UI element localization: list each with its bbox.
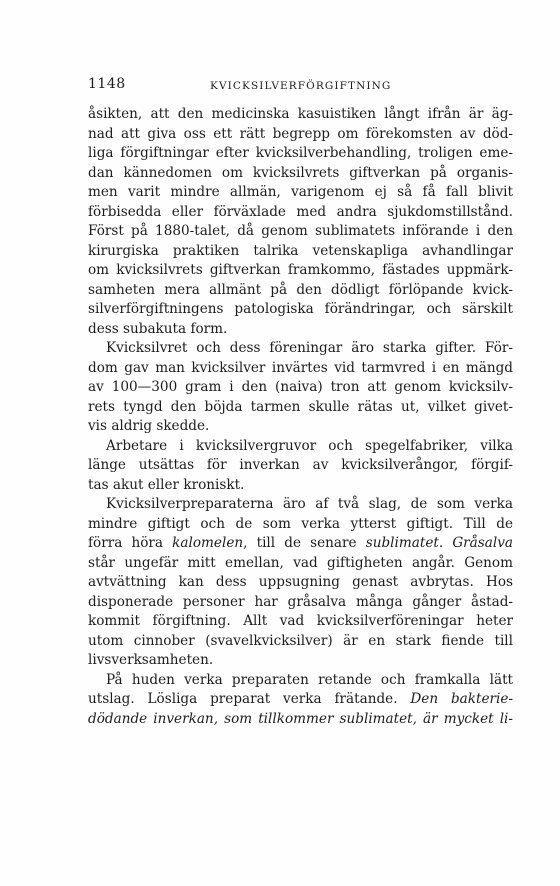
text-line: Arbetare i kvicksilvergruvor och spegelfabriker, vilka	[106, 437, 513, 454]
text-line: tas akut eller kroniskt.	[88, 476, 245, 493]
text-line: dom gav man kvicksilver invärtes vid tarmvred i en mängd	[88, 359, 513, 376]
text-line: På huden verka preparaten retande och framkalla lätt	[106, 671, 513, 688]
text-line: dödande inverkan, som tillkommer sublimatet, är mycket li-	[88, 710, 513, 727]
italic-term: Gråsalva	[452, 535, 513, 551]
text-line	[88, 534, 513, 554]
body-text	[88, 105, 513, 729]
text-line: Först på 1880-talet, då genom sublimatets införande i den	[88, 223, 513, 239]
text-line: dess subakuta form.	[88, 320, 228, 337]
text-line: disponerade personer har gråsalva många gånger åstad-	[88, 593, 513, 610]
text-line: silverförgiftningens patologiska förändringar, och särskilt	[88, 301, 513, 317]
page-number: 1148	[88, 76, 126, 92]
italic-term: sublimatet	[365, 535, 439, 551]
italic-phrase: Den bakterie-	[410, 691, 513, 707]
text-line: kirurgiska praktiken talrika vetenskapliga avhandlingar	[88, 242, 513, 259]
text-line: Kvicksilvret och dess föreningar äro starka gifter. För-	[106, 340, 513, 356]
text-line: men varit mindre allmän, varigenom ej så få fall blivit	[88, 184, 513, 200]
running-head: KVICKSILVERFÖRGIFTNING	[210, 80, 392, 92]
text-line: avtvättning kan dess uppsugning genast avbrytas. Hos	[88, 574, 513, 590]
text-line: vis aldrig skedde.	[88, 418, 210, 434]
text-line: förbisedda eller förväxlade med andra sjukdomstillstånd.	[88, 203, 513, 220]
text-line	[88, 690, 513, 710]
text-line: samheten mera allmänt på den dödligt förlöpande kvick-	[88, 281, 513, 298]
text-line: rets tyngd den böjda tarmen skulle rätas ut, vilket givet-	[88, 398, 513, 415]
text-line: liga förgiftningar efter kvicksilverbehandling, troligen eme-	[88, 145, 513, 161]
text-line: av 100—300 gram i den (naiva) tron att genom kvicksilv-	[88, 379, 513, 395]
text-line: nad att giva oss ett rätt begrepp om förekomsten av död-	[88, 125, 513, 142]
text-line: om kvicksilvrets giftverkan framkommo, fästades uppmärk-	[88, 262, 513, 278]
text-line: livsverksamheten.	[88, 652, 214, 668]
text-line: åsikten, att den medicinska kasuistiken långt ifrån är äg-	[88, 106, 513, 122]
text-line: står ungefär mitt emellan, vad giftigheten angår. Genom	[88, 554, 513, 571]
text-line: dan kännedomen om kvicksilvrets giftverkan på organis-	[88, 164, 513, 181]
text-line: utom cinnober (svavelkvicksilver) är en stark fiende till	[88, 632, 513, 649]
italic-term: kalomelen	[172, 535, 244, 551]
text-fragment: utslag. Lösliga preparat verka frätande.	[88, 691, 398, 707]
text-fragment: .	[438, 535, 444, 551]
text-fragment: , till de senare	[243, 535, 357, 551]
text-line: Kvicksilverpreparaterna äro af två slag, de som verka	[106, 496, 513, 512]
text-line: mindre giftigt och de som verka ytterst giftigt. Till de	[88, 515, 513, 532]
text-line: kommit förgiftning. Allt vad kvicksilverföreningar heter	[88, 613, 513, 629]
text-fragment: förra höra	[88, 535, 164, 551]
text-line: länge utsättas för inverkan av kvicksilverångor, förgif-	[88, 457, 513, 473]
